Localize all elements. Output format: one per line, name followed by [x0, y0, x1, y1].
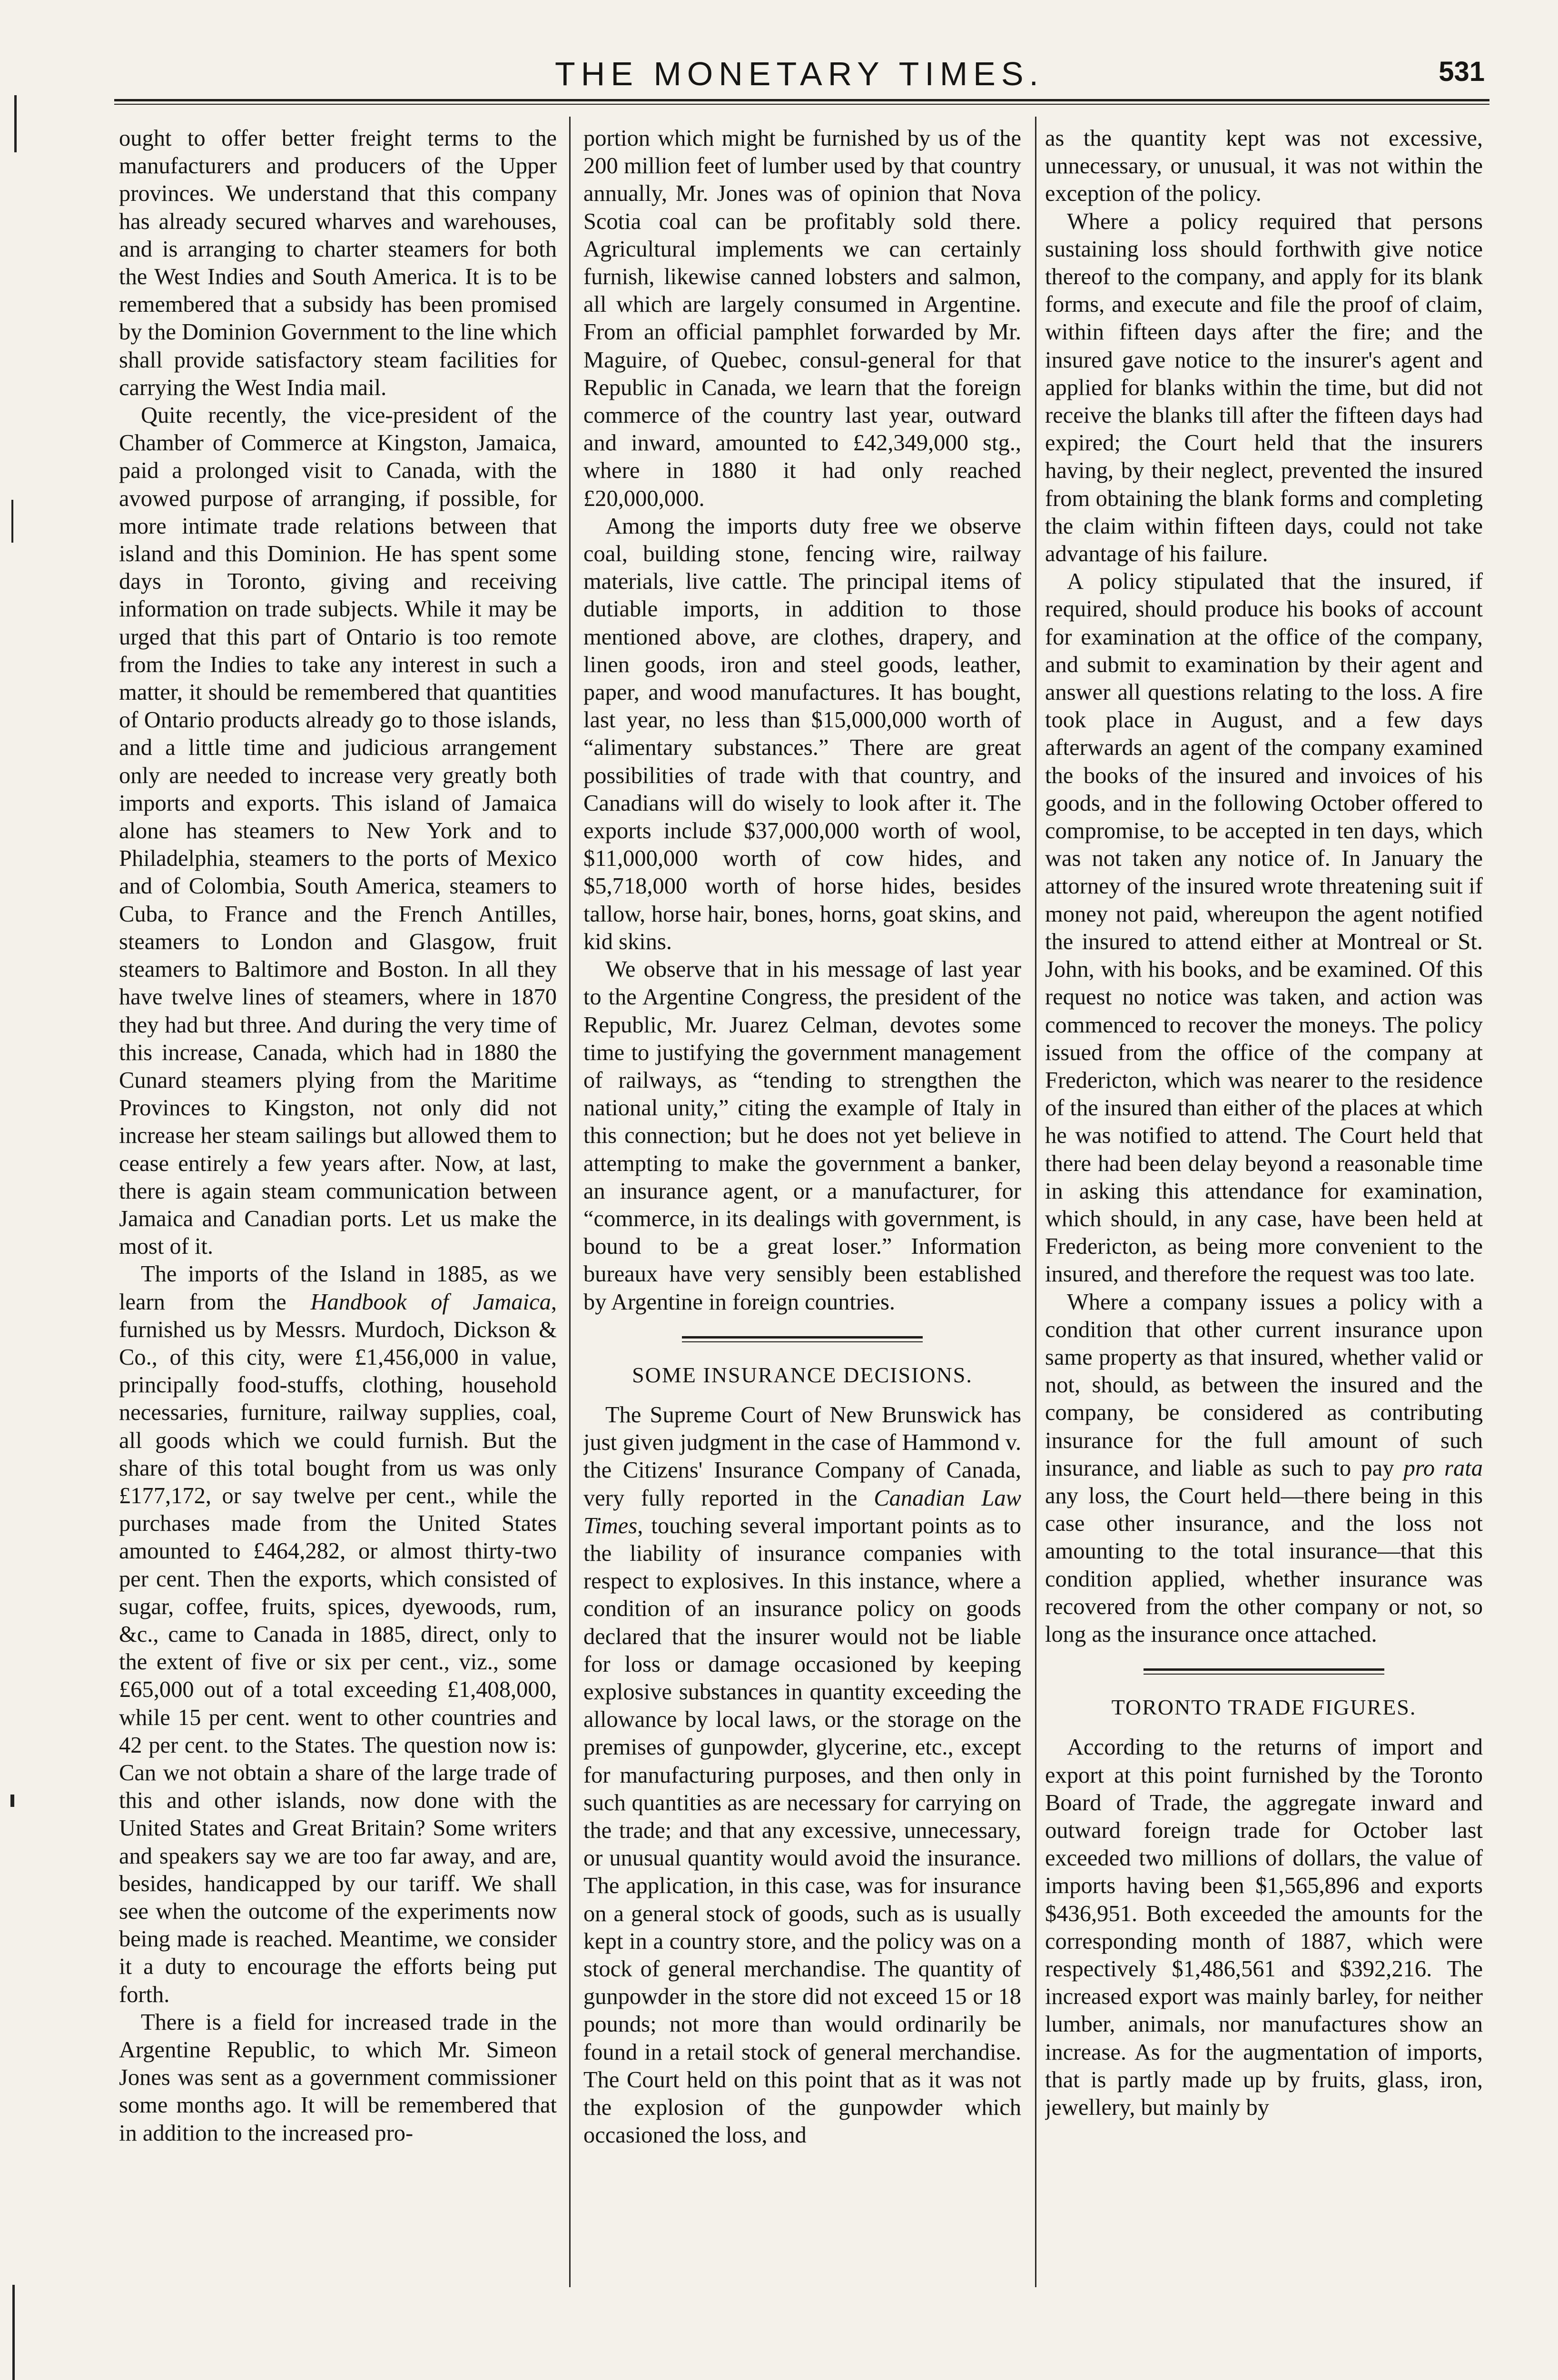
paragraph: Quite recently, the vice-president of the Chamber of Commerce at Kingston, Jamaica, paid a prolonged visit to Canada, with the avowed purpose of arranging, if possible, for more intimate trade relations between that island and this Dominion. He has spent some days in Toronto, giving and receiving information on trade subjects. While it may be urged that this part of Ontario is too remote from the Indies to take any interest in such a matter, it should be remembered that quantities of Ontario products already go to those islands, and a little time and judicious arrangement only are needed to increase very greatly both imports and exports. This island of Jamaica alone has steamers to New York and to Philadelphia, steamers to the ports of Mexico and of Colombia, South America, steamers to Cuba, to France and the French Antilles, steamers to London and Glasgow, fruit steamers to Baltimore and Boston. In all they have twelve lines of steamers, where in 1870 they had but three. And during the very time of this increase, Canada, which had in 1880 the Cunard steamers plying from the Maritime Provinces to Kingston, not only did not increase her steam sailings but allowed them to cease entirely a few years after. Now, at last, there is again steam communication between Jamaica and Canadian ports. Let us make the most of it. [119, 403, 557, 1259]
paragraph: portion which might be furnished by us of the 200 million feet of lumber used by that country annually, Mr. Jones was of opinion that Nova Scotia coal can be profitably sold there. Agricultural implements we can certainly furnish, likewise canned lobsters and salmon, all which are largely consumed in Argentine. From an official pamphlet forwarded by Mr. Maguire, of Quebec, consul-general for that Republic in Canada, we learn that the foreign commerce of the country last year, outward and inward, amounted to £42,349,000 stg., where in 1880 it had only reached £20,000,000. [583, 126, 1021, 511]
text-run: The imports of the Island in 1885, as we learn from the [119, 1261, 557, 1315]
italic-title: Canadian Law Times [583, 1485, 1021, 1538]
header-rule-thin [114, 104, 1489, 105]
column-divider [1035, 117, 1036, 2287]
header-rule [114, 99, 1489, 101]
binding-mark [10, 1795, 14, 1807]
italic-term: pro rata [1403, 1455, 1483, 1481]
paragraph [583, 1401, 1021, 2149]
column-1 [119, 125, 557, 2291]
paragraph: Among the imports duty free we observe coal, building stone, fencing wire, railway materials, live cattle. The principal items of dutiable imports, in addition to those mentioned above, are clothes, drapery, and linen goods, iron and steel goods, leather, paper, and wood manufactures. It has bought, last year, no less than $15,000,000 worth of “alimentary substances.” There are great possibilities of trade with that country, and Canadians will do wisely to look after it. The exports include $37,000,000 worth of wool, $11,000,000 worth of cow hides, and $5,718,000 worth of horse hides, besides tallow, horse hair, bones, horns, goat skins, and kid skins. [583, 513, 1021, 954]
binding-mark [11, 500, 13, 543]
binding-mark [12, 2285, 15, 2380]
column-3 [1045, 125, 1483, 2291]
section-separator-thin [1144, 1674, 1384, 1675]
paragraph: Where a policy required that persons sustaining loss should forthwith give notice thereof to the company, and apply for its blank forms, and execute and file the proof of claim, within fifteen days after the fire; and the insured gave notice to the insurer's agent and applied for blanks within the time, but did not receive the blanks till after the fifteen days had expired; the Court held that the insurers having, by their neglect, prevented the insured from obtaining the blank forms and completing the claim within fifteen days, could not take advantage of his failure. [1045, 208, 1483, 567]
paragraph: There is a field for increased trade in the Argentine Republic, to which Mr. Simeon Jones was sent as a government commissioner some months ago. It will be remembered that in addition to the increased pro- [119, 2009, 557, 2146]
binding-mark [14, 95, 17, 152]
paragraph [1045, 1289, 1483, 1649]
section-separator [1144, 1668, 1384, 1671]
italic-title: Handbook of Jamaica [310, 1289, 551, 1315]
text-run: The Supreme Court of New Brunswick has just given judgment in the case of Hammond v. the Citizens' Insurance Company of Canada, very fully reported in the [583, 1402, 1021, 1511]
publication-title: THE MONETARY TIMES. [555, 55, 1044, 92]
text-run: , touching several important points as to the liability of insurance companies with respect to explosives. In this instance, where a condition of an insurance policy on goods declared that the insurer would not be liable for loss or damage occasioned by keeping explosive substances in quantity exceeding the allowance by local laws, or the storage on the premises of gunpowder, glycerine, etc., except for manufacturing purposes, and then only in such quantities as are necessary for carrying on the trade; and that any excessive, unnecessary, or unusual quantity would avoid the insurance. The application, in this case, was for insurance on a general stock of goods, such as is usually kept in a country store, and the policy was on a stock of general merchandise. The quantity of gunpowder in the store did not exceed 15 or 18 pounds; not more than would ordinarily be found in a retail stock of general merchandise. The Court held on this point that as it was not the explosion of the gunpowder which occasioned the loss, and [583, 1513, 1021, 2148]
section-separator [682, 1336, 923, 1339]
column-divider [569, 117, 571, 2287]
paragraph: We observe that in his message of last year to the Argentine Congress, the president of the Republic, Mr. Juarez Celman, devotes some time to justifying the government management of railways, as “tending to strengthen the national unity,” citing the example of Italy in this connection; but he does not yet believe in attempting to make the government a banker, an insurance agent, or a manufacturer, for “commerce, in its dealings with government, is bound to be a great loser.” Information bureaux have very sensibly been established by Argentine in foreign countries. [583, 957, 1021, 1315]
section-separator-thin [682, 1341, 923, 1342]
paragraph: ought to offer better freight terms to the manufacturers and producers of the Upper provinces. We understand that this company has already secured wharves and warehouses, and is arranging to charter steamers for both the West Indies and South America. It is to be remembered that a subsidy has been promised by the Dominion Government to the line which shall provide satisfactory steam facilities for carrying the West India mail. [119, 126, 557, 400]
text-run: any loss, the Court held—there being in this case other insurance, and the loss not amounting to the total insurance—that this condition applied, whether insurance was recovered from the other company or not, so long as the insurance once attached. [1045, 1483, 1483, 1647]
section-heading: TORONTO TRADE FIGURES. [1111, 1695, 1417, 1720]
paragraph: A policy stipulated that the insured, if required, should produce his books of account for examination at the office of the company, and submit to examination by their agent and answer all questions relating to the loss. A fire took place in August, and a few days afterwards an agent of the company examined the books of the insured and invoices of his goods, and in the following October offered to compromise, to be accepted in ten days, which was not taken any notice of. In January the attorney of the insured wrote threatening suit if money not paid, whereupon the agent notified the insured to attend either at Montreal or St. John, with his books, and be examined. Of this request no notice was taken, and action was commenced to recover the moneys. The policy issued from the office of the company at Fredericton, which was nearer to the residence of the insured than either of the places at which he was notified to attend. The Court held that there had been delay beyond a reasonable time in asking this attendance for examination, which should, in any case, have been held at Fredericton, as being more convenient to the insured, and therefore the request was too late. [1045, 569, 1483, 1287]
text-run: , furnished us by Messrs. Murdoch, Dickson & Co., of this city, were £1,456,000 in value, principally food-stuffs, clothing, household necessaries, furniture, railway supplies, coal, all goods which we could furnish. But the share of this total bought from us was only £177,172, or say twelve per cent., while the purchases made from the United States amounted to £464,282, or almost thirty-two per cent. Then the exports, which consisted of sugar, coffee, fruits, spices, dyewoods, rum, &c., came to Canada in 1885, direct, only to the extent of five or six per cent., viz., some £65,000 out of a total exceeding £1,408,000, while 15 per cent. went to other countries and 42 per cent. to the States. The question now is: Can we not obtain a share of the large trade of this and other islands, now done with the United States and Great Britain? Some writers and speakers say we are too far away, and are, besides, handicapped by our tariff. We shall see when the outcome of the experiments now being made is reached. Meantime, we consider it a duty to encourage the efforts being put forth. [119, 1289, 557, 2007]
text-run: Where a company issues a policy with a condition that other current insurance upon same property as that insured, whether valid or not, should, as between the insured and the company, be considered as contributing insurance for the full amount of such insurance, and liable as such to pay [1045, 1289, 1483, 1481]
paragraph: as the quantity kept was not excessive, unnecessary, or unusual, it was not within the exception of the policy. [1045, 126, 1483, 207]
paragraph [119, 1260, 557, 2008]
column-2 [583, 125, 1021, 2291]
page-number: 531 [1439, 56, 1485, 87]
masthead [109, 50, 1489, 98]
paragraph: According to the returns of import and export at this point furnished by the Toronto Board of Trade, the aggregate inward and outward foreign trade for October last exceeded two millions of dollars, the value of imports having been $1,565,896 and exports $436,951. Both exceeded the amounts for the corresponding month of 1887, which were respectively $1,486,561 and $392,216. The increased export was mainly barley, for neither lumber, animals, nor manufactures show an increase. As for the augmentation of imports, that is partly made up by fruits, glass, iron, jewellery, but mainly by [1045, 1735, 1483, 2121]
section-heading: SOME INSURANCE DECISIONS. [632, 1362, 973, 1387]
